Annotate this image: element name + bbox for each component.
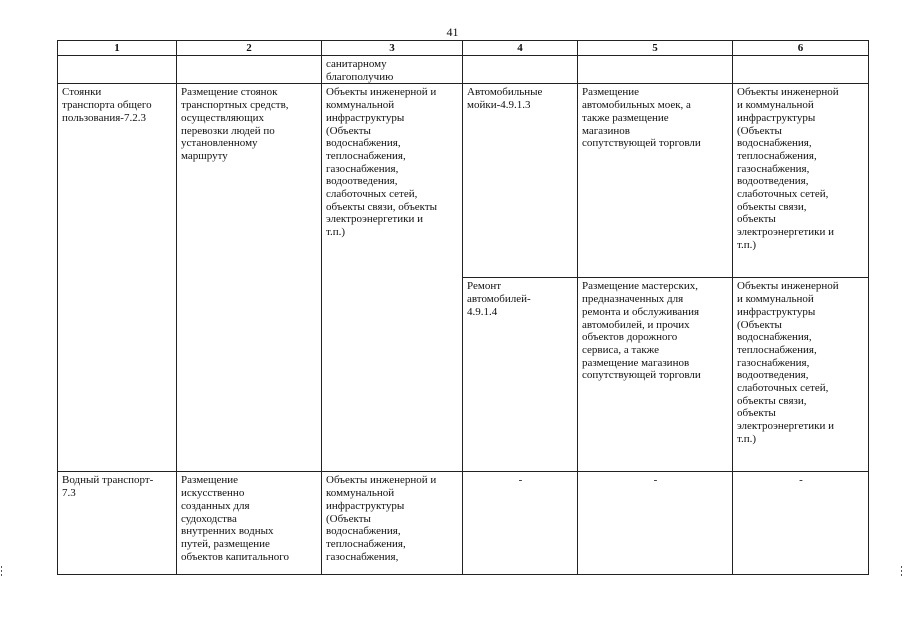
table-cell [578, 56, 733, 84]
table-cell [733, 56, 869, 84]
col-header-1: 1 [58, 41, 177, 56]
header-row [58, 41, 869, 56]
zoning-table [57, 40, 869, 575]
table-cell: Стоянки транспорта общего пользования-7.2.3 [58, 84, 177, 472]
scan-edge-mark-right [900, 566, 903, 576]
table-cell: Ремонт автомобилей- 4.9.1.4 [463, 278, 578, 472]
scan-edge-mark-left [0, 566, 3, 576]
table-cell: - [733, 472, 869, 575]
scan-mark-icon [0, 566, 3, 576]
table-cell: Объекты инженерной и коммунальной инфраструктуры (Объекты водоснабжения, теплоснабжения, газоснабжения, [322, 472, 463, 575]
table-row-continuation [58, 56, 869, 84]
col-header-2: 2 [177, 41, 322, 56]
page-number: 41 [446, 25, 459, 39]
table-cell: Водный транспорт- 7.3 [58, 472, 177, 575]
table-cell: - [463, 472, 578, 575]
table-cell: Объекты инженерной и коммунальной инфраструктуры (Объекты водоснабжения, теплоснабжения, газоснабжения, водоотведения, слаботочных сетей, объекты связи, объекты электроэнергетики и т.п.) [733, 278, 869, 472]
table-cell: Автомобильные мойки-4.9.1.3 [463, 84, 578, 278]
table-cell: - [578, 472, 733, 575]
scan-mark-icon [900, 566, 903, 576]
col-header-5: 5 [578, 41, 733, 56]
col-header-3: 3 [322, 41, 463, 56]
table-row-parking [58, 84, 869, 278]
table-row-water [58, 472, 869, 575]
table-cell: Размещение стоянок транспортных средств, осуществляющих перевозки людей по установленному маршруту [177, 84, 322, 472]
col-header-4: 4 [463, 41, 578, 56]
table-cell [463, 56, 578, 84]
table-cell: Размещение искусственно созданных для судоходства внутренних водных путей, размещение объектов капитального [177, 472, 322, 575]
col-header-6: 6 [733, 41, 869, 56]
table-cell: Размещение автомобильных моек, а также размещение магазинов сопутствующей торговли [578, 84, 733, 278]
table-cell [177, 56, 322, 84]
table-cell: санитарному благополучию [322, 56, 463, 84]
table-cell: Объекты инженерной и коммунальной инфраструктуры (Объекты водоснабжения, теплоснабжения, газоснабжения, водоотведения, слаботочных сетей, объекты связи, объекты электроэнергетики и т.п.) [322, 84, 463, 472]
table-cell: Объекты инженерной и коммунальной инфраструктуры (Объекты водоснабжения, теплоснабжения, газоснабжения, водоотведения, слаботочных сетей, объекты связи, объекты электроэнергетики и т.п.) [733, 84, 869, 278]
table-cell: Размещение мастерских, предназначенных для ремонта и обслуживания автомобилей, и прочих объектов дорожного сервиса, а также размещение магазинов сопутствующей торговли [578, 278, 733, 472]
table-cell [58, 56, 177, 84]
